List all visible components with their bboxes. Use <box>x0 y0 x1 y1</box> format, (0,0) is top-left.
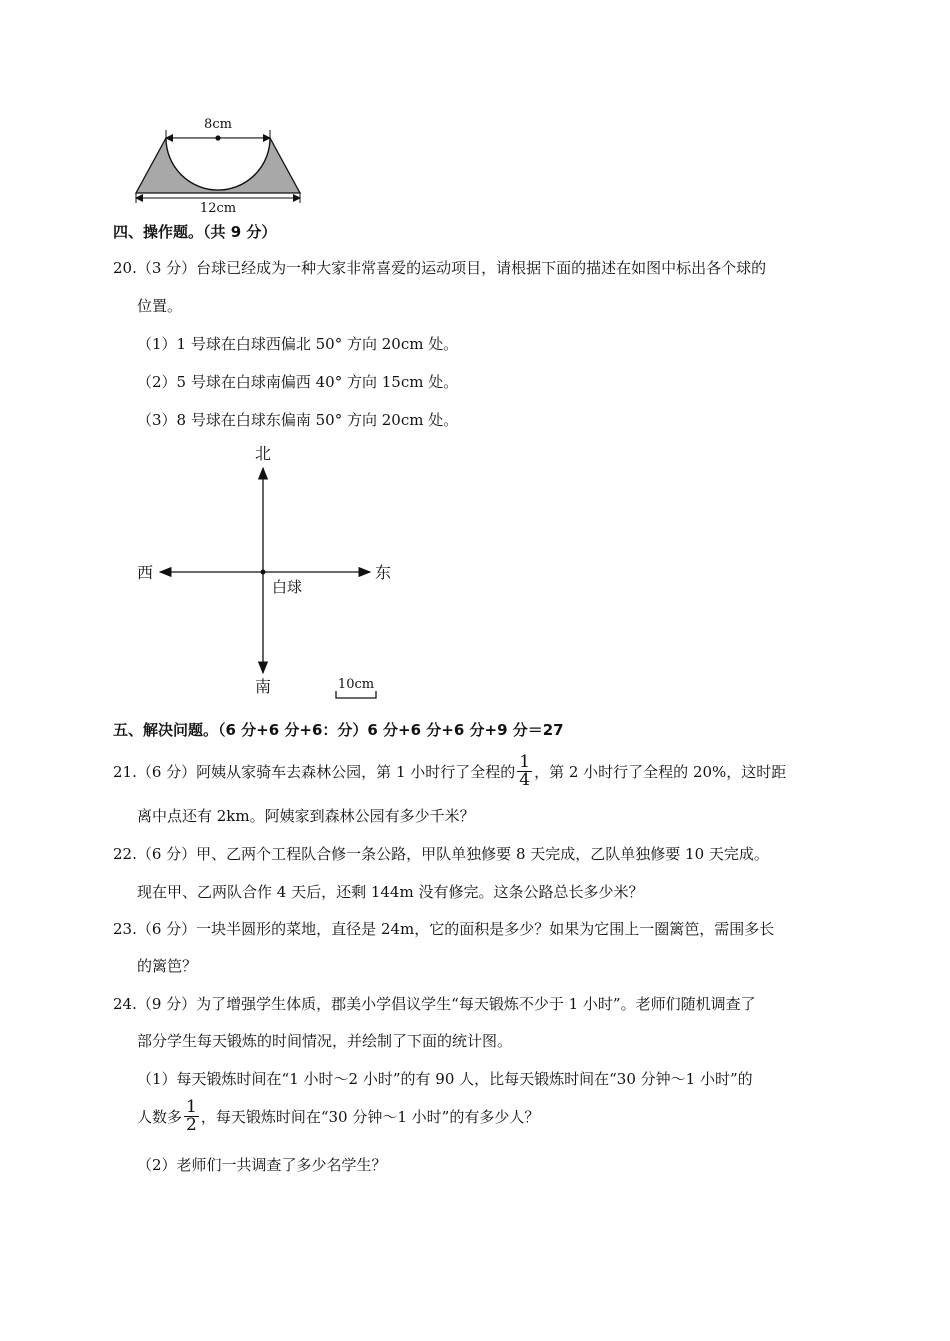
bottom-label: 12cm <box>199 201 237 216</box>
q24-fraction <box>184 1096 199 1135</box>
q20-number: 20. <box>113 259 137 277</box>
q24-sub1-line1: （1）每天锻炼时间在“1 小时～2 小时”的有 90 人，比每天锻炼时间在“30 分钟～1 小时”的 <box>137 1070 753 1088</box>
trapezoid-figure <box>128 108 308 218</box>
q23-score: （6 分） <box>136 920 197 938</box>
q23-number: 23. <box>113 920 137 938</box>
q21-frac-num: 1 <box>519 751 531 772</box>
q23-text: 一块半圆形的菜地，直径是 24m，它的面积是多少？如果为它围上一圈篱笆，需围多长 <box>196 920 775 938</box>
scale-bar <box>336 691 376 698</box>
compass-diagram <box>130 440 410 705</box>
q22-score: （6 分） <box>136 845 197 863</box>
center-label: 白球 <box>272 578 303 596</box>
north-label: 北 <box>254 444 272 463</box>
q24-frac-den: 2 <box>186 1114 197 1135</box>
q20-item-3: （3）8 号球在白球东偏南 50° 方向 20cm 处。 <box>137 411 459 429</box>
section-4-title: 四、操作题。（共 9 分） <box>113 223 277 241</box>
q21-text-a: 阿姨从家骑车去森林公园，第 1 小时行了全程的 <box>196 763 516 781</box>
q20-text-line2: 位置。 <box>137 297 183 315</box>
q20-item-2: （2）5 号球在白球南偏西 40° 方向 15cm 处。 <box>137 373 459 391</box>
white-ball-dot <box>261 570 266 575</box>
q23-text-line2: 的篱笆？ <box>137 957 198 975</box>
center-dot <box>215 135 220 140</box>
q24-sub2: （2）老师们一共调查了多少名学生？ <box>137 1156 387 1174</box>
q20-item-1: （1）1 号球在白球西偏北 50° 方向 20cm 处。 <box>137 335 459 353</box>
west-label: 西 <box>136 563 154 582</box>
q20-score: （3 分） <box>136 259 197 277</box>
q22-text-line2: 现在甲、乙两队合作 4 天后，还剩 144m 没有修完。这条公路总长多少米？ <box>137 883 644 901</box>
q20-text: 台球已经成为一种大家非常喜爱的运动项目，请根据下面的描述在如图中标出各个球的 <box>196 259 767 277</box>
q24-text-line2: 部分学生每天锻炼的时间情况，并绘制了下面的统计图。 <box>137 1032 513 1050</box>
q24-frac-num: 1 <box>186 1096 197 1117</box>
q24-number: 24. <box>113 995 137 1013</box>
q21-text-b: ，第 2 小时行了全程的 20%，这时距 <box>534 763 787 781</box>
east-label: 东 <box>374 563 392 582</box>
q24-sub1-text-b: ，每天锻炼时间在“30 分钟～1 小时”的有多少人？ <box>200 1108 540 1126</box>
top-label: 8cm <box>204 117 232 132</box>
q21-frac-den: 4 <box>519 769 531 790</box>
section-5-title: 五、解决问题。（6 分+6 分+6：分）6 分+6 分+6 分+9 分＝27 <box>113 721 564 739</box>
q21-fraction <box>517 751 532 790</box>
scale-label: 10cm <box>337 677 375 692</box>
q24-text: 为了增强学生体质，郡美小学倡议学生“每天锻炼不少于 1 小时”。老师们随机调查了 <box>196 995 756 1013</box>
q24-score: （9 分） <box>136 995 197 1013</box>
q22-number: 22. <box>113 845 137 863</box>
q21-score: （6 分） <box>136 763 197 781</box>
q22-text: 甲、乙两个工程队合修一条公路，甲队单独修要 8 天完成，乙队单独修要 10 天完成。 <box>196 845 769 863</box>
q21-text-line2: 离中点还有 2km。阿姨家到森林公园有多少千米？ <box>137 807 475 825</box>
south-label: 南 <box>254 677 272 696</box>
q24-sub1-text-a: 人数多 <box>137 1108 183 1126</box>
q21-number: 21. <box>113 763 137 781</box>
